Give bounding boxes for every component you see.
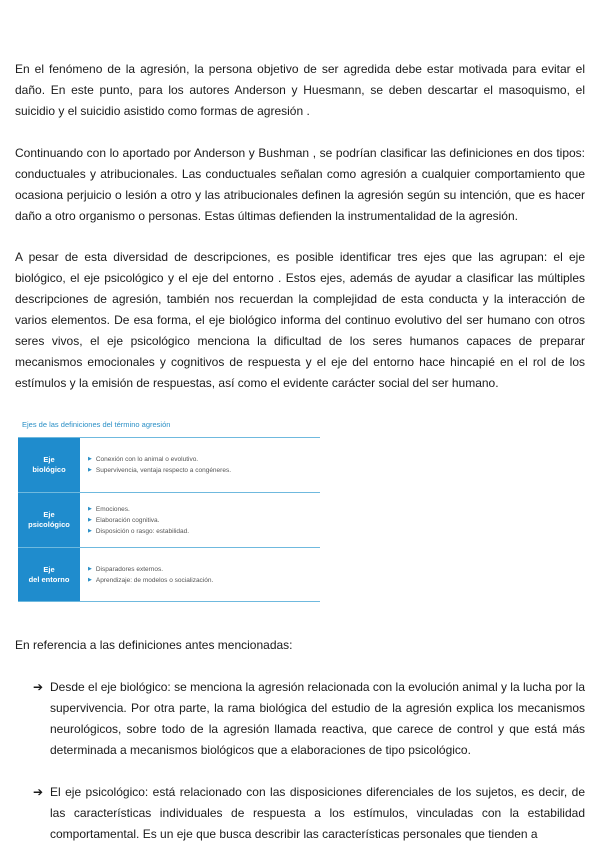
axis-header-biologico: Eje biológico: [18, 438, 80, 492]
triangle-bullet-icon: ▶: [88, 516, 92, 523]
axis-header-psicologico: Eje psicológico: [18, 493, 80, 547]
axes-table: [18, 437, 320, 602]
triangle-bullet-icon: ▶: [88, 505, 92, 512]
triangle-bullet-icon: ▶: [88, 576, 92, 583]
bullet-text: El eje psicológico: está relacionado con las disposiciones diferenciales de los sujetos, es decir, de las características individuales de respuesta a los estímulos, vinculadas con la estabilidad comportamental. Es un eje que busca describir las características personales que tienden a: [50, 785, 585, 841]
figure-title: Ejes de las definiciones del término agresión: [22, 420, 171, 429]
axis-items-entorno: [80, 548, 213, 601]
arrow-bullet-icon: ➔: [33, 785, 44, 799]
bullet-biologico: [33, 677, 585, 761]
axis-row-psicologico: [18, 493, 320, 548]
axis-item: ▶ Disparadores externos.: [88, 565, 164, 573]
axis-item: ▶ Emociones.: [88, 505, 130, 513]
triangle-bullet-icon: ▶: [88, 527, 92, 534]
paragraph-reference-intro: En referencia a las definiciones antes mencionadas:: [15, 638, 293, 652]
axis-row-entorno: [18, 548, 320, 602]
arrow-bullet-icon: ➔: [33, 680, 44, 694]
axis-item: ▶ Conexión con lo animal o evolutivo.: [88, 456, 199, 463]
axes-figure: [18, 419, 320, 602]
triangle-bullet-icon: ▶: [88, 456, 92, 462]
axis-item: ▶ Disposición o rasgo: estabilidad.: [88, 527, 190, 535]
bullet-psicologico: [33, 782, 585, 845]
axis-row-biologico: [18, 438, 320, 493]
axis-item: ▶ Elaboración cognitiva.: [88, 516, 160, 524]
axis-item: ▶ Supervivencia, ventaja respecto a congéneres.: [88, 467, 231, 474]
paragraph-aggression-target: En el fenómeno de la agresión, la persona objetivo de ser agredida debe estar motivada para evitar el daño. En este punto, para los autores Anderson y Huesmann, se deben descartar el masoquismo, el suicidio y el suicidio asistido como formas de agresión .: [15, 62, 585, 118]
paragraph-definition-types: Continuando con lo aportado por Anderson y Bushman , se podrían clasificar las definiciones en dos tipos: conductuales y atribucionales. Las conductuales señalan como agresión a cualquier comportamiento que ocasiona perjuicio o lesión a otro y las atribucionales definen la agresión según su intención, que es hacer daño a otro organismo o personas. Estas últimas defienden la instrumentalidad de la agresión.: [15, 146, 585, 223]
axis-items-biologico: [80, 438, 231, 492]
paragraph-three-axes: A pesar de esta diversidad de descripciones, es posible identificar tres ejes que las agrupan: el eje biológico, el eje psicológico y el eje del entorno . Estos ejes, además de ayudar a clasificar las múltiples descripciones de agresión, también nos recuerdan la complejidad de esta conducta y la interacción de varios elementos. De esa forma, el eje biológico informa del continuo evolutivo del ser humano con otros seres vivos, el eje psicológico menciona la dificultad de los seres humanos capaces de preparar mecanismos emocionales y cognitivos de respuesta y el eje del entorno hace hincapié en el rol de los estímulos y la emisión de respuestas, así como el evidente carácter social del ser humano.: [15, 250, 585, 390]
triangle-bullet-icon: ▶: [88, 565, 92, 572]
triangle-bullet-icon: ▶: [88, 467, 92, 473]
bullet-text: Desde el eje biológico: se menciona la agresión relacionada con la evolución animal y la lucha por la supervivencia. Por otra parte, la rama biológica del estudio de la agresión explica los mecanismos neurológicos, sobre todo de la agresión llamada reactiva, que carece de control y que está más determinada a mecanismos biológicos que a elaboraciones de tipo psicológico.: [50, 680, 585, 757]
axis-items-psicologico: [80, 493, 189, 547]
axis-header-entorno: Eje del entorno: [18, 548, 80, 601]
axis-item: ▶ Aprendizaje: de modelos o socialización.: [88, 576, 214, 584]
